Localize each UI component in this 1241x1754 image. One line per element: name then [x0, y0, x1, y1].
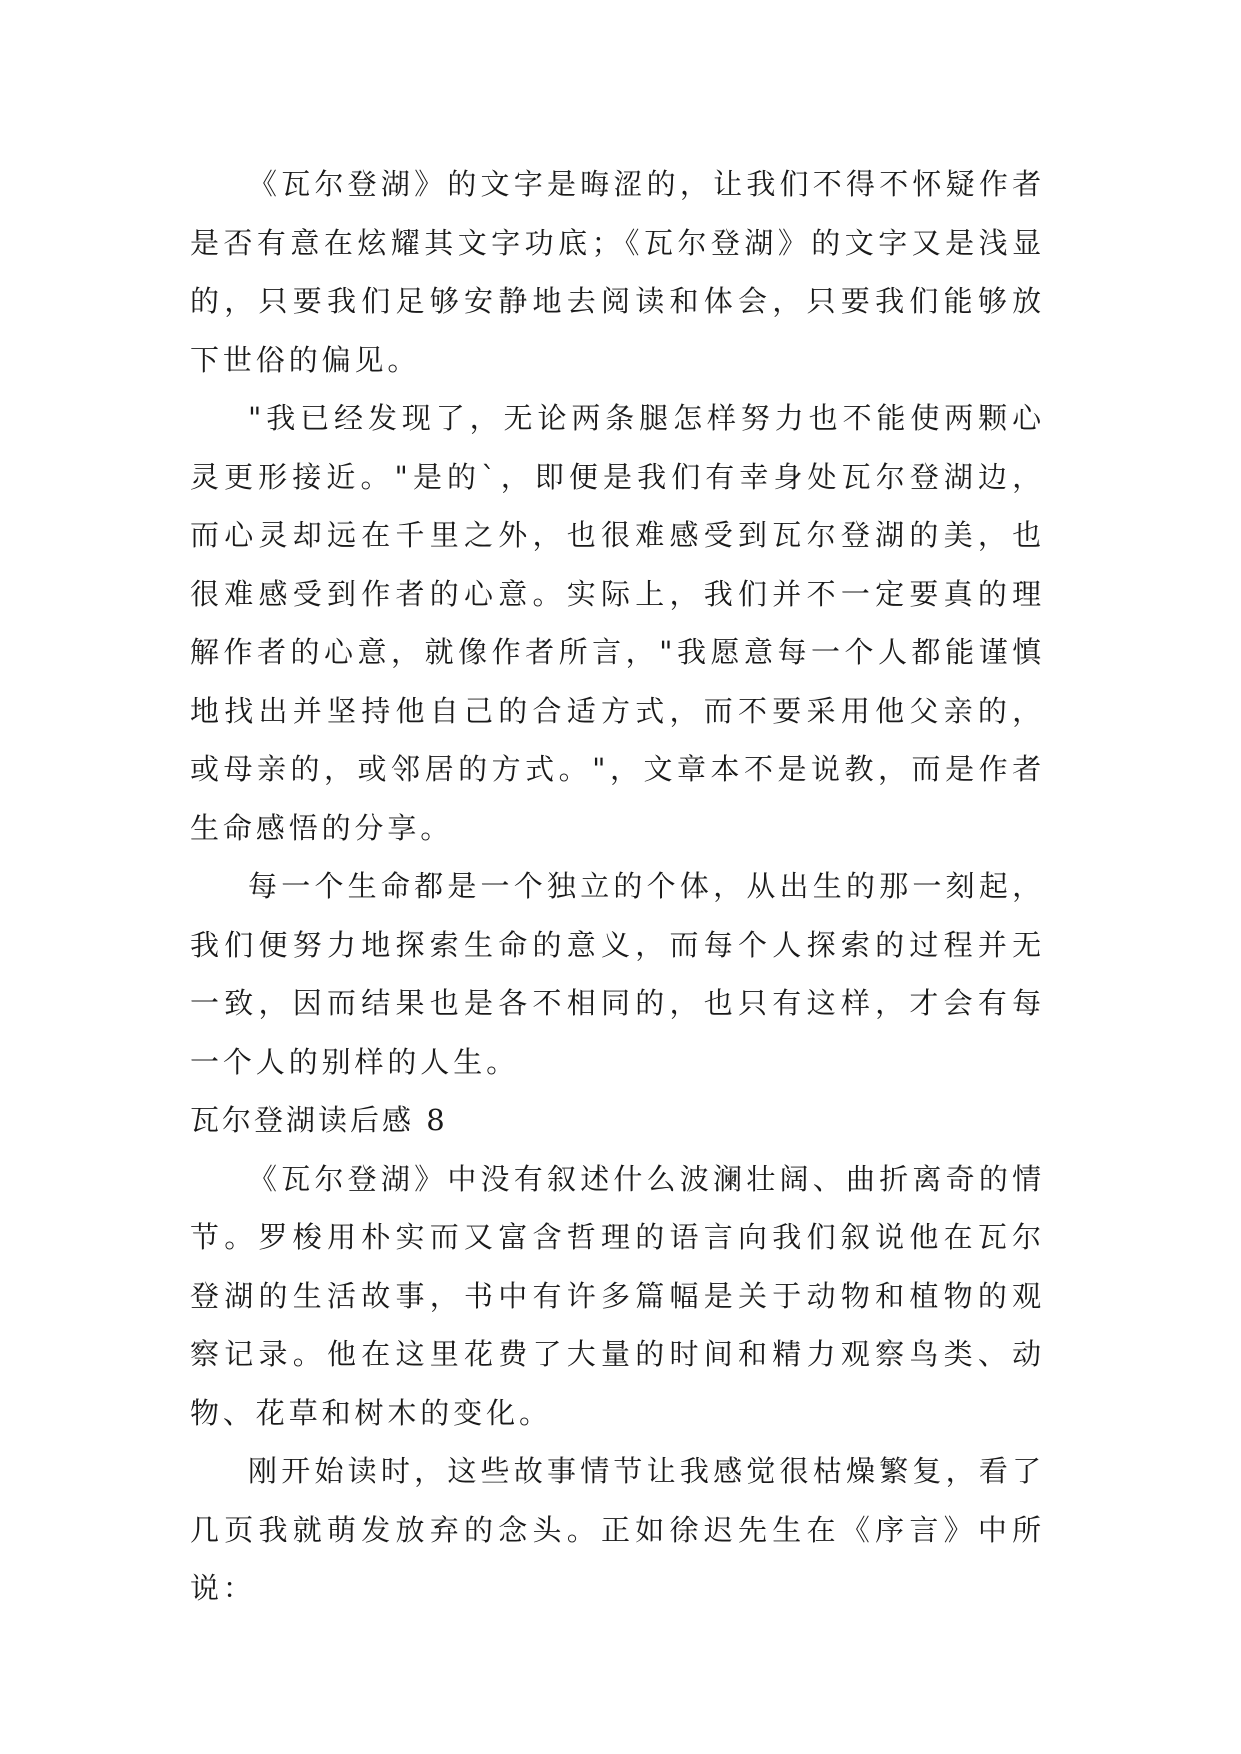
paragraph-3: 每一个生命都是一个独立的个体，从出生的那一刻起，我们便努力地探索生命的意义，而每个人探索的过程并无一致，因而结果也是各不相同的，也只有这样，才会有每一个人的别样的人生。: [190, 869, 1045, 1079]
paragraph-1: 《瓦尔登湖》的文字是晦涩的，让我们不得不怀疑作者是否有意在炫耀其文字功底；《瓦尔登湖》的文字又是浅显的，只要我们足够安静地去阅读和体会，只要我们能够放下世俗的偏见。: [190, 167, 1045, 377]
section-paragraph-1: 《瓦尔登湖》中没有叙述什么波澜壮阔、曲折离奇的情节。罗梭用朴实而又富含哲理的语言向我们叙说他在瓦尔登湖的生活故事，书中有许多篇幅是关于动物和植物的观察记录。他在这里花费了大量的时间和精力观察鸟类、动物、花草和树木的变化。: [190, 1161, 1045, 1430]
document-body: [190, 155, 1045, 1618]
paragraph-2: "我已经发现了，无论两条腿怎样努力也不能使两颗心灵更形接近。"是的`，即便是我们有幸身处瓦尔登湖边，而心灵却远在千里之外，也很难感受到瓦尔登湖的美，也很难感受到作者的心意。实际上，我们并不一定要真的理解作者的心意，就像作者所言，"我愿意每一个人都能谨慎地找出并坚持他自己的合适方式，而不要采用他父亲的，或母亲的，或邻居的方式。"，文章本不是说教，而是作者生命感悟的分享。: [190, 401, 1045, 845]
section-paragraph-2: 刚开始读时，这些故事情节让我感觉很枯燥繁复，看了几页我就萌发放弃的念头。正如徐迟先生在《序言》中所说：: [190, 1454, 1045, 1605]
section-heading: 瓦尔登湖读后感 8: [190, 1103, 448, 1137]
